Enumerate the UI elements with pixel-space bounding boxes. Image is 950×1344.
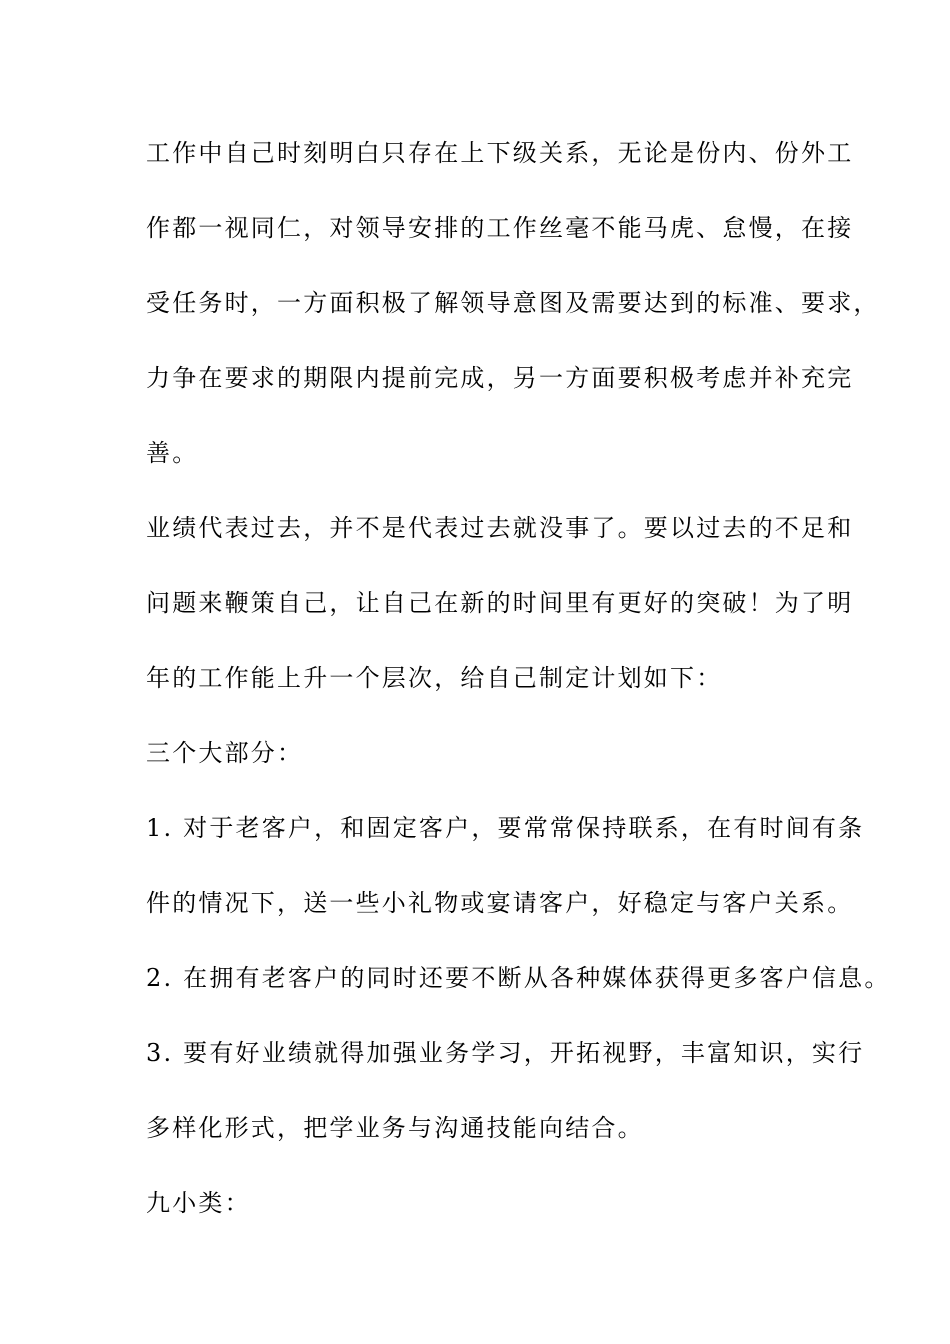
text-line: 工作中自己时刻明白只存在上下级关系，无论是份内、份外工 [146, 139, 854, 167]
text-line: 年的工作能上升一个层次，给自己制定计划如下： [146, 664, 723, 692]
text-line: 受任务时，一方面积极了解领导意图及需要达到的标准、要求， [146, 289, 880, 317]
paragraph-performance [146, 509, 854, 734]
text-line: 问题来鞭策自己，让自己在新的时间里有更好的突破！为了明 [146, 589, 854, 617]
text-line: 2. 在拥有老客户的同时还要不断从各种媒体获得更多客户信息。 [146, 964, 891, 992]
text-line: 件的情况下，送一些小礼物或宴请客户，好稳定与客户关系。 [146, 889, 854, 917]
text-line: 三个大部分： [146, 739, 304, 767]
text-line: 业绩代表过去，并不是代表过去就没事了。要以过去的不足和 [146, 514, 854, 542]
text-line: 1. 对于老客户，和固定客户，要常常保持联系，在有时间有条 [146, 814, 865, 842]
text-line: 作都一视同仁，对领导安排的工作丝毫不能马虎、怠慢，在接 [146, 214, 854, 242]
text-line: 善。 [146, 439, 199, 467]
text-line: 力争在要求的期限内提前完成，另一方面要积极考虑并补充完 [146, 364, 854, 392]
list-item-3 [146, 1034, 865, 1184]
document-body [146, 134, 891, 1259]
list-item-1 [146, 809, 865, 959]
text-line: 多样化形式，把学业务与沟通技能向结合。 [146, 1114, 644, 1142]
text-line: 3. 要有好业绩就得加强业务学习，开拓视野，丰富知识，实行 [146, 1039, 865, 1067]
heading-nine-categories [146, 1184, 832, 1259]
text-line: 九小类： [146, 1189, 251, 1217]
paragraph-work-attitude [146, 134, 880, 509]
